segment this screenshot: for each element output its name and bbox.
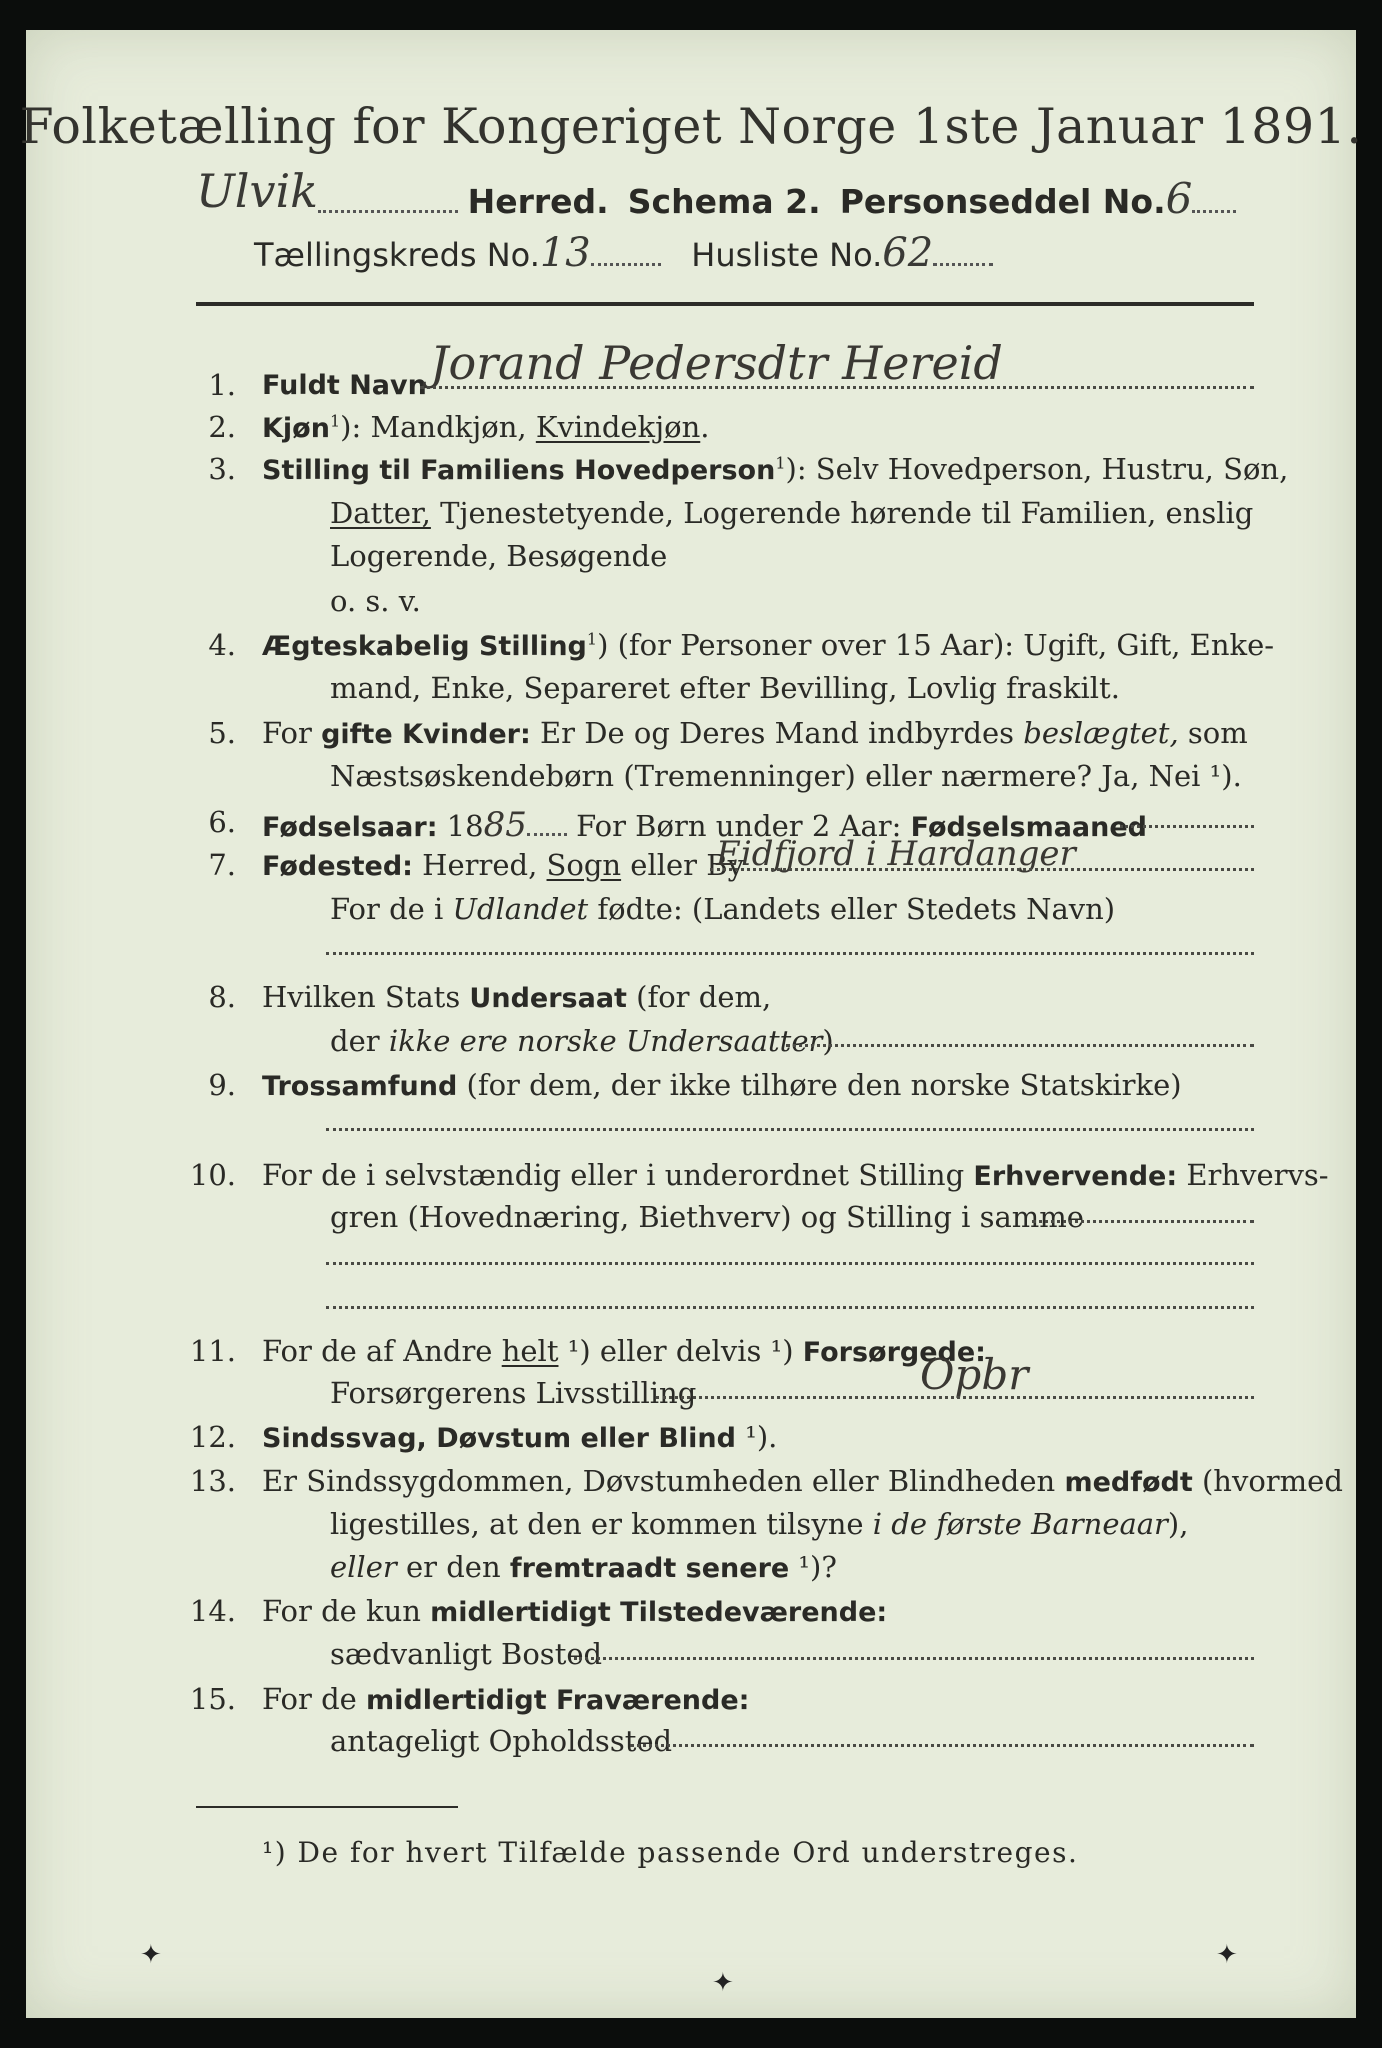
q4-label: Ægteskabelig Stilling [262, 631, 587, 662]
q10-line-2: gren (Hovednæring, Biethverv) og Stilling i samme [330, 1200, 1084, 1234]
schema-label: Schema 2. [627, 182, 821, 221]
q6-dotted-line [527, 823, 567, 836]
q2-line [262, 410, 709, 444]
item-number: 4. [208, 628, 236, 662]
item-number: 5. [208, 716, 236, 750]
item-number: 7. [208, 848, 236, 882]
q5-italic: beslægtet, [1023, 716, 1179, 750]
q3-option-datter: Datter, [330, 496, 431, 530]
husliste-label: Husliste No. [691, 236, 883, 274]
q1-answer-name: Jorand Pedersdtr Hereid [430, 336, 1003, 390]
footnote-divider [196, 1806, 458, 1808]
q5-label: gifte Kvinder: [321, 719, 531, 750]
herred-handwritten: Ulvik [196, 164, 319, 218]
q7-line-2 [330, 892, 1115, 926]
item-number: 1. [208, 368, 236, 402]
q13-line-3 [330, 1550, 837, 1584]
q8-text: Hvilken Stats [262, 980, 470, 1014]
q9-label: Trossamfund [262, 1071, 458, 1102]
q5-prefix: For [262, 716, 322, 750]
q13-label-2: fremtraadt senere [509, 1553, 790, 1584]
herred-label: Herred. [467, 182, 609, 221]
q3-line-4: o. s. v. [330, 584, 421, 618]
q12-label: Sindssvag, Døvstum eller Blind [262, 1423, 736, 1454]
q2-label: Kjøn [262, 413, 330, 444]
q7-text-4: fødte: (Landets eller Stedets Navn) [588, 892, 1116, 926]
q9-dotted-line [326, 1128, 1254, 1131]
kreds-number: 13 [539, 230, 591, 276]
q4-line-1 [262, 628, 1274, 662]
q11-text-2: ¹) eller delvis ¹) [558, 1334, 803, 1368]
item-number: 15. [189, 1682, 236, 1716]
q5-text-1: Er De og Deres Mand indbyrdes [530, 716, 1024, 750]
q13-text-6: ¹)? [789, 1550, 837, 1584]
q8-dotted-line [786, 1044, 1254, 1047]
kreds-line [254, 230, 993, 276]
item-number: 2. [208, 410, 236, 444]
q14-label: midlertidigt Tilstedeværende: [430, 1597, 888, 1628]
q3-text-1: ): Selv Hovedperson, Hustru, Søn, [785, 452, 1289, 486]
personseddel-dotted-line [1192, 200, 1236, 213]
item-number: 8. [208, 980, 236, 1014]
q10-label: Erhvervende: [973, 1161, 1178, 1192]
q15-dotted-line [630, 1744, 1254, 1747]
q15-line-1 [262, 1682, 749, 1716]
q7-label: Fødested: [262, 851, 413, 882]
q4-text-1: ) (for Personer over 15 Aar): Ugift, Gift, Enke- [597, 628, 1275, 662]
q10-dotted-line-3 [326, 1306, 1254, 1309]
q7-answer-birthplace: Eidfjord i Hardanger [716, 834, 1076, 874]
item-number: 10. [189, 1158, 236, 1192]
q11-line-2: Forsørgerens Livsstilling [330, 1376, 697, 1410]
q14-line-2: sædvanligt Bosted [330, 1637, 603, 1671]
q11-option-helt: helt [501, 1334, 559, 1368]
q7-text-2: eller By [621, 848, 744, 882]
herred-line [196, 164, 1236, 224]
q2-option-mandkjon: Mandkjøn [370, 410, 518, 444]
q10-line-1 [262, 1158, 1329, 1192]
q8-label: Undersaat [469, 983, 627, 1014]
form-title: Folketælling for Kongeriget Norge 1ste Januar 1891. [19, 98, 1363, 155]
item-number: 6. [208, 805, 236, 839]
footnote-marker: 1 [329, 411, 341, 431]
q8-text-4: ) [822, 1024, 834, 1058]
q11-text: For de af Andre [262, 1334, 502, 1368]
q13-line-2 [330, 1507, 1188, 1541]
q13-text-4: ), [1167, 1507, 1189, 1541]
q10-dotted-line [1032, 1220, 1254, 1223]
corner-mark-right: ✦ [1216, 1940, 1238, 1970]
q10-text-2: Erhvervs- [1177, 1158, 1329, 1192]
q8-italic: ikke ere norske Undersaatter [388, 1024, 823, 1058]
q14-dotted-line [574, 1657, 1254, 1660]
item-number: 9. [208, 1068, 236, 1102]
q10-dotted-line-2 [326, 1262, 1254, 1265]
q3-line-3: Logerende, Besøgende [330, 539, 668, 573]
q12-line [262, 1420, 777, 1454]
q3-text-2: Tjenestetyende, Logerende hørende til Familien, enslig [430, 496, 1254, 530]
q8-text-2: (for dem, [626, 980, 772, 1014]
q11-line-1 [262, 1334, 986, 1368]
personseddel-label: Personseddel No. [839, 182, 1166, 221]
husliste-number: 62 [882, 230, 934, 276]
kreds-dotted-line [591, 253, 661, 266]
q13-line-1 [262, 1464, 1343, 1498]
q13-italic-2: eller [330, 1550, 397, 1584]
item-number: 3. [208, 452, 236, 486]
q15-text: For de [262, 1682, 367, 1716]
q2-option-kvindekjon: Kvindekjøn [535, 410, 701, 444]
q7-italic: Udlandet [452, 892, 589, 926]
q7-text-3: For de i [330, 892, 453, 926]
q9-line [262, 1068, 1182, 1102]
herred-dotted-line [318, 200, 458, 213]
footnote: ¹) De for hvert Tilfælde passende Ord understreges. [262, 1836, 1079, 1869]
q2-end: . [700, 410, 710, 444]
q7-dotted-line [710, 868, 1254, 871]
item-number: 12. [189, 1420, 236, 1454]
corner-mark-left: ✦ [140, 1940, 162, 1970]
q3-line-2 [330, 496, 1253, 530]
husliste-dotted-line [933, 253, 993, 266]
q1-label: Fuldt Navn [262, 370, 427, 401]
q6-prefix: 18 [437, 809, 484, 843]
q7-option-sogn: Sogn [546, 848, 622, 882]
q13-label: medfødt [1064, 1467, 1193, 1498]
q13-text-3: ligestilles, at den er kommen tilsyne [330, 1507, 873, 1541]
q8-line-1 [262, 980, 771, 1014]
q5-line-1 [262, 716, 1248, 750]
q11-label: Forsørgede: [802, 1337, 986, 1368]
q11-answer-occupation: Opbr [920, 1350, 1029, 1399]
q5-text-end: som [1178, 716, 1248, 750]
item-number: 13. [189, 1464, 236, 1498]
header-divider [196, 302, 1254, 306]
q13-text: Er Sindssygdommen, Døvstumheden eller Blindheden [262, 1464, 1065, 1498]
q7-text: Herred, [412, 848, 547, 882]
kreds-label: Tællingskreds No. [254, 236, 540, 274]
q8-line-2 [330, 1024, 834, 1058]
q4-line-2: mand, Enke, Separeret efter Bevilling, Lovlig fraskilt. [330, 671, 1120, 705]
corner-mark-bottom: ✦ [712, 1968, 734, 1998]
footnote-marker: 1 [775, 453, 786, 473]
q6-answer-year: 85 [483, 805, 527, 845]
q2-text: ): [340, 410, 371, 444]
q2-separator: , [517, 410, 536, 444]
q7-dotted-line-2 [326, 952, 1254, 955]
q7-line-1 [262, 848, 744, 882]
q13-text-2: (hvormed [1192, 1464, 1343, 1498]
q14-line-1 [262, 1594, 887, 1628]
q6-text: For Børn under 2 Aar: [566, 809, 911, 843]
q6-label: Fødselsaar: [262, 812, 438, 843]
q6-label-2: Fødselsmaaned [910, 812, 1148, 843]
q11-dotted-line [656, 1396, 1254, 1399]
q8-text-3: der [330, 1024, 389, 1058]
footnote-marker: 1 [586, 629, 598, 649]
q12-end: ¹). [735, 1420, 778, 1454]
q13-text-5: er den [396, 1550, 510, 1584]
q5-line-2: Næstsøskendebørn (Tremenninger) eller nærmere? Ja, Nei ¹). [330, 759, 1242, 793]
personseddel-number: 6 [1165, 174, 1193, 223]
q15-label: midlertidigt Fraværende: [366, 1685, 750, 1716]
q10-text: For de i selvstændig eller i underordnet Stilling [262, 1158, 974, 1192]
item-number: 11. [189, 1334, 236, 1368]
q14-text: For de kun [262, 1594, 431, 1628]
q13-italic: i de første Barneaar [872, 1507, 1168, 1541]
item-number: 14. [189, 1594, 236, 1628]
q6-dotted-line-2 [1120, 825, 1254, 828]
q15-line-2: antageligt Opholdssted [330, 1724, 673, 1758]
q1-dotted-line [420, 386, 1254, 389]
q3-label: Stilling til Familiens Hovedperson [262, 455, 776, 486]
q3-line-1 [262, 452, 1288, 486]
q9-text: (for dem, der ikke tilhøre den norske Statskirke) [457, 1068, 1182, 1102]
